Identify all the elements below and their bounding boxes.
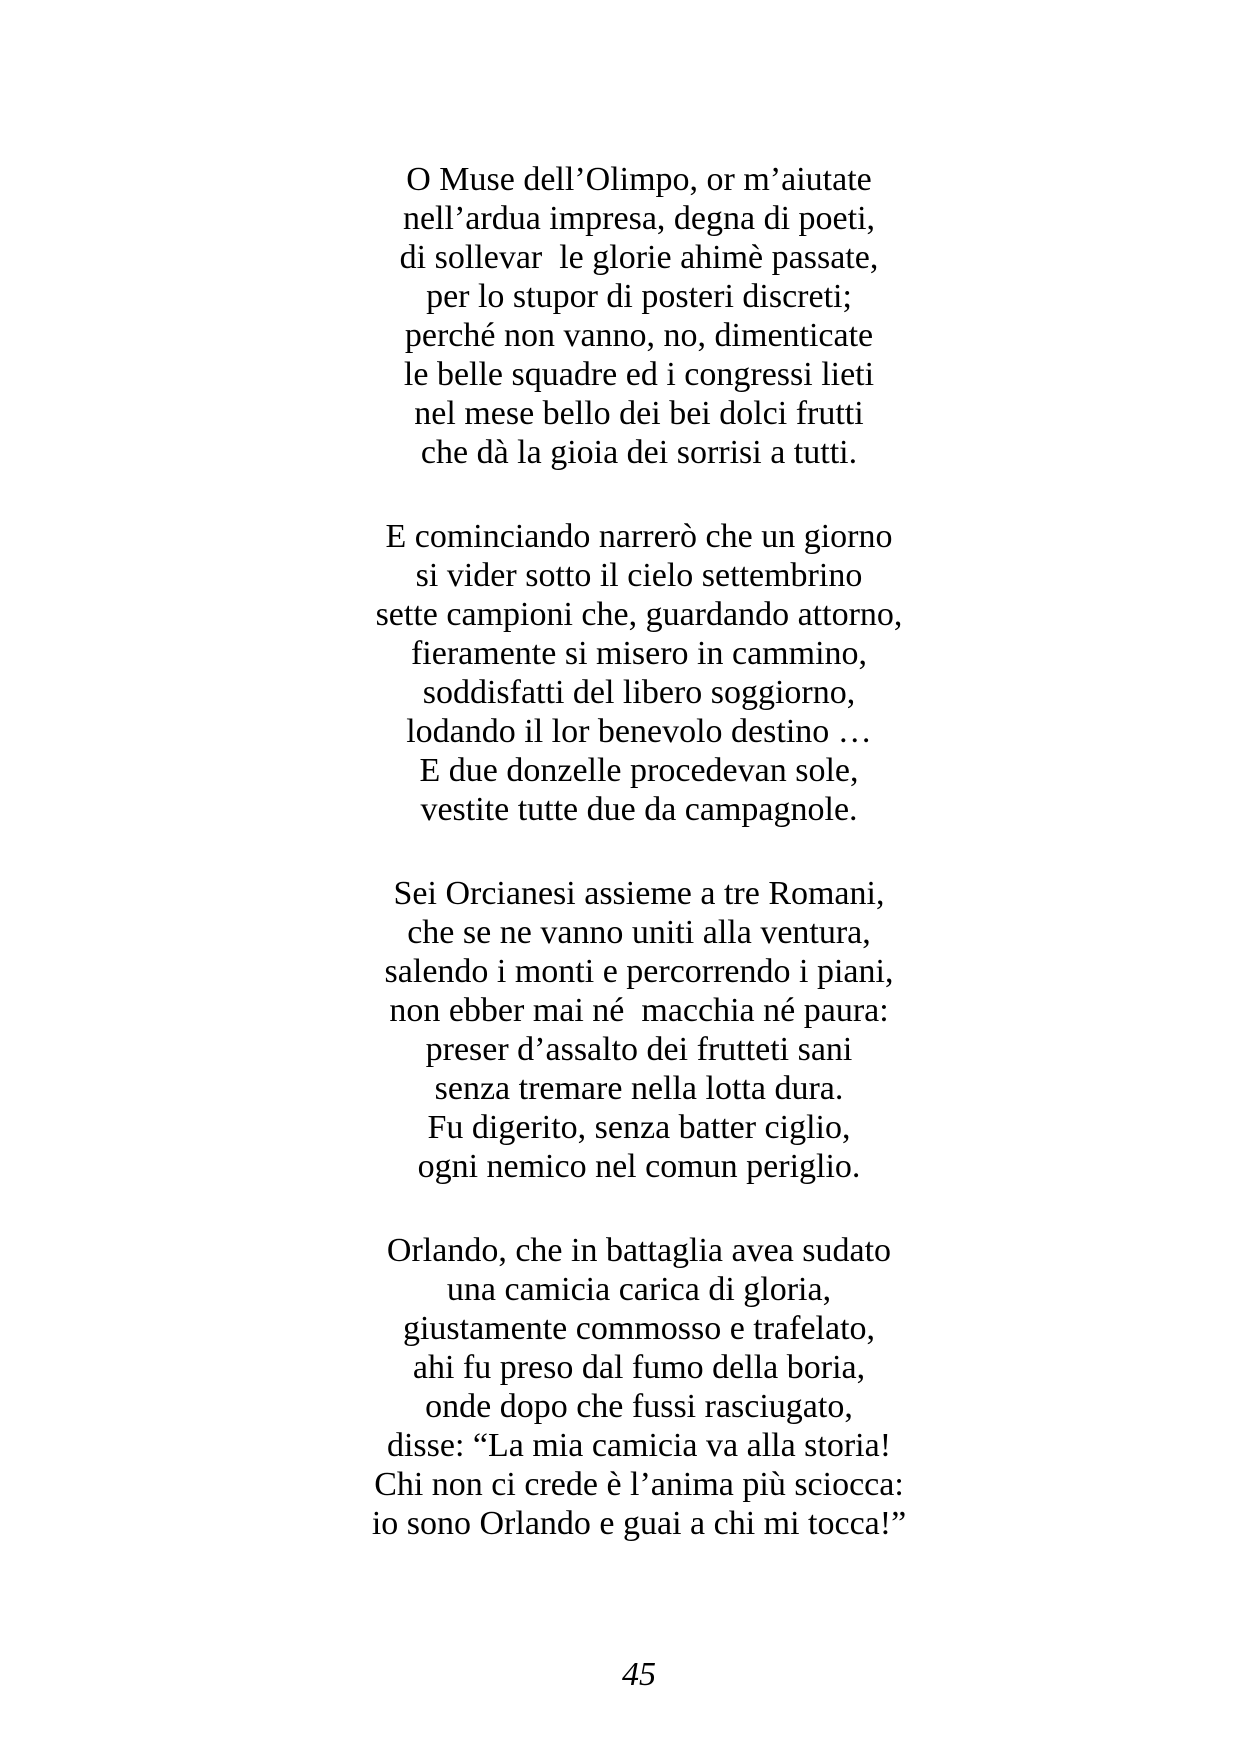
poem-line: che dà la gioia dei sorrisi a tutti.	[420, 434, 858, 471]
poem-line: una camicia carica di gloria,	[446, 1271, 832, 1308]
poem-line: O Muse dell’Olimpo, or m’aiutate	[406, 161, 872, 198]
poem-line: E cominciando narrerò che un giorno	[385, 518, 893, 555]
poem-stanza	[38, 517, 1240, 829]
poem-line: giustamente commosso e trafelato,	[402, 1310, 876, 1347]
poem-line: onde dopo che fussi rasciugato,	[425, 1388, 853, 1425]
poem-line: di sollevar le glorie ahimè passate,	[399, 239, 879, 276]
poem-line: salendo i monti e percorrendo i piani,	[384, 953, 894, 990]
poem-line: non ebber mai né macchia né paura:	[389, 992, 889, 1029]
poem-line: perché non vanno, no, dimenticate	[404, 317, 874, 354]
poem-line: Orlando, che in battaglia avea sudato	[386, 1232, 892, 1269]
poem-line: ahi fu preso dal fumo della boria,	[412, 1349, 866, 1386]
poem-line: le belle squadre ed i congressi lieti	[403, 356, 875, 393]
poem-line: disse: “La mia camicia va alla storia!	[386, 1427, 892, 1464]
poem-line: vestite tutte due da campagnole.	[420, 791, 858, 828]
poem-line: nel mese bello dei bei dolci frutti	[414, 395, 864, 432]
poem-line: Sei Orcianesi assieme a tre Romani,	[393, 875, 885, 912]
poem-line: io sono Orlando e guai a chi mi tocca!”	[371, 1505, 907, 1542]
poem-line: E due donzelle procedevan sole,	[419, 752, 859, 789]
poem-line: fieramente si misero in cammino,	[410, 635, 868, 672]
poem-line: si vider sotto il cielo settembrino	[415, 557, 863, 594]
poem-line: che se ne vanno uniti alla ventura,	[407, 914, 871, 951]
poem	[38, 0, 1240, 1694]
poem-line: sette campioni che, guardando attorno,	[375, 596, 903, 633]
poem-stanza	[38, 874, 1240, 1186]
poem-line: ogni nemico nel comun periglio.	[417, 1148, 861, 1185]
poem-stanza	[38, 160, 1240, 472]
poem-line: senza tremare nella lotta dura.	[434, 1070, 844, 1107]
poem-line: Chi non ci crede è l’anima più sciocca:	[374, 1466, 904, 1503]
poem-line: soddisfatti del libero soggiorno,	[422, 674, 856, 711]
poem-line: preser d’assalto dei frutteti sani	[425, 1031, 853, 1068]
poem-line: Fu digerito, senza batter ciglio,	[427, 1109, 851, 1146]
poem-line: per lo stupor di posteri discreti;	[426, 278, 852, 315]
poem-stanza	[38, 1231, 1240, 1543]
page-number: 45	[622, 1656, 656, 1693]
poem-line: nell’ardua impresa, degna di poeti,	[402, 200, 876, 237]
poem-line: lodando il lor benevolo destino …	[406, 713, 872, 750]
